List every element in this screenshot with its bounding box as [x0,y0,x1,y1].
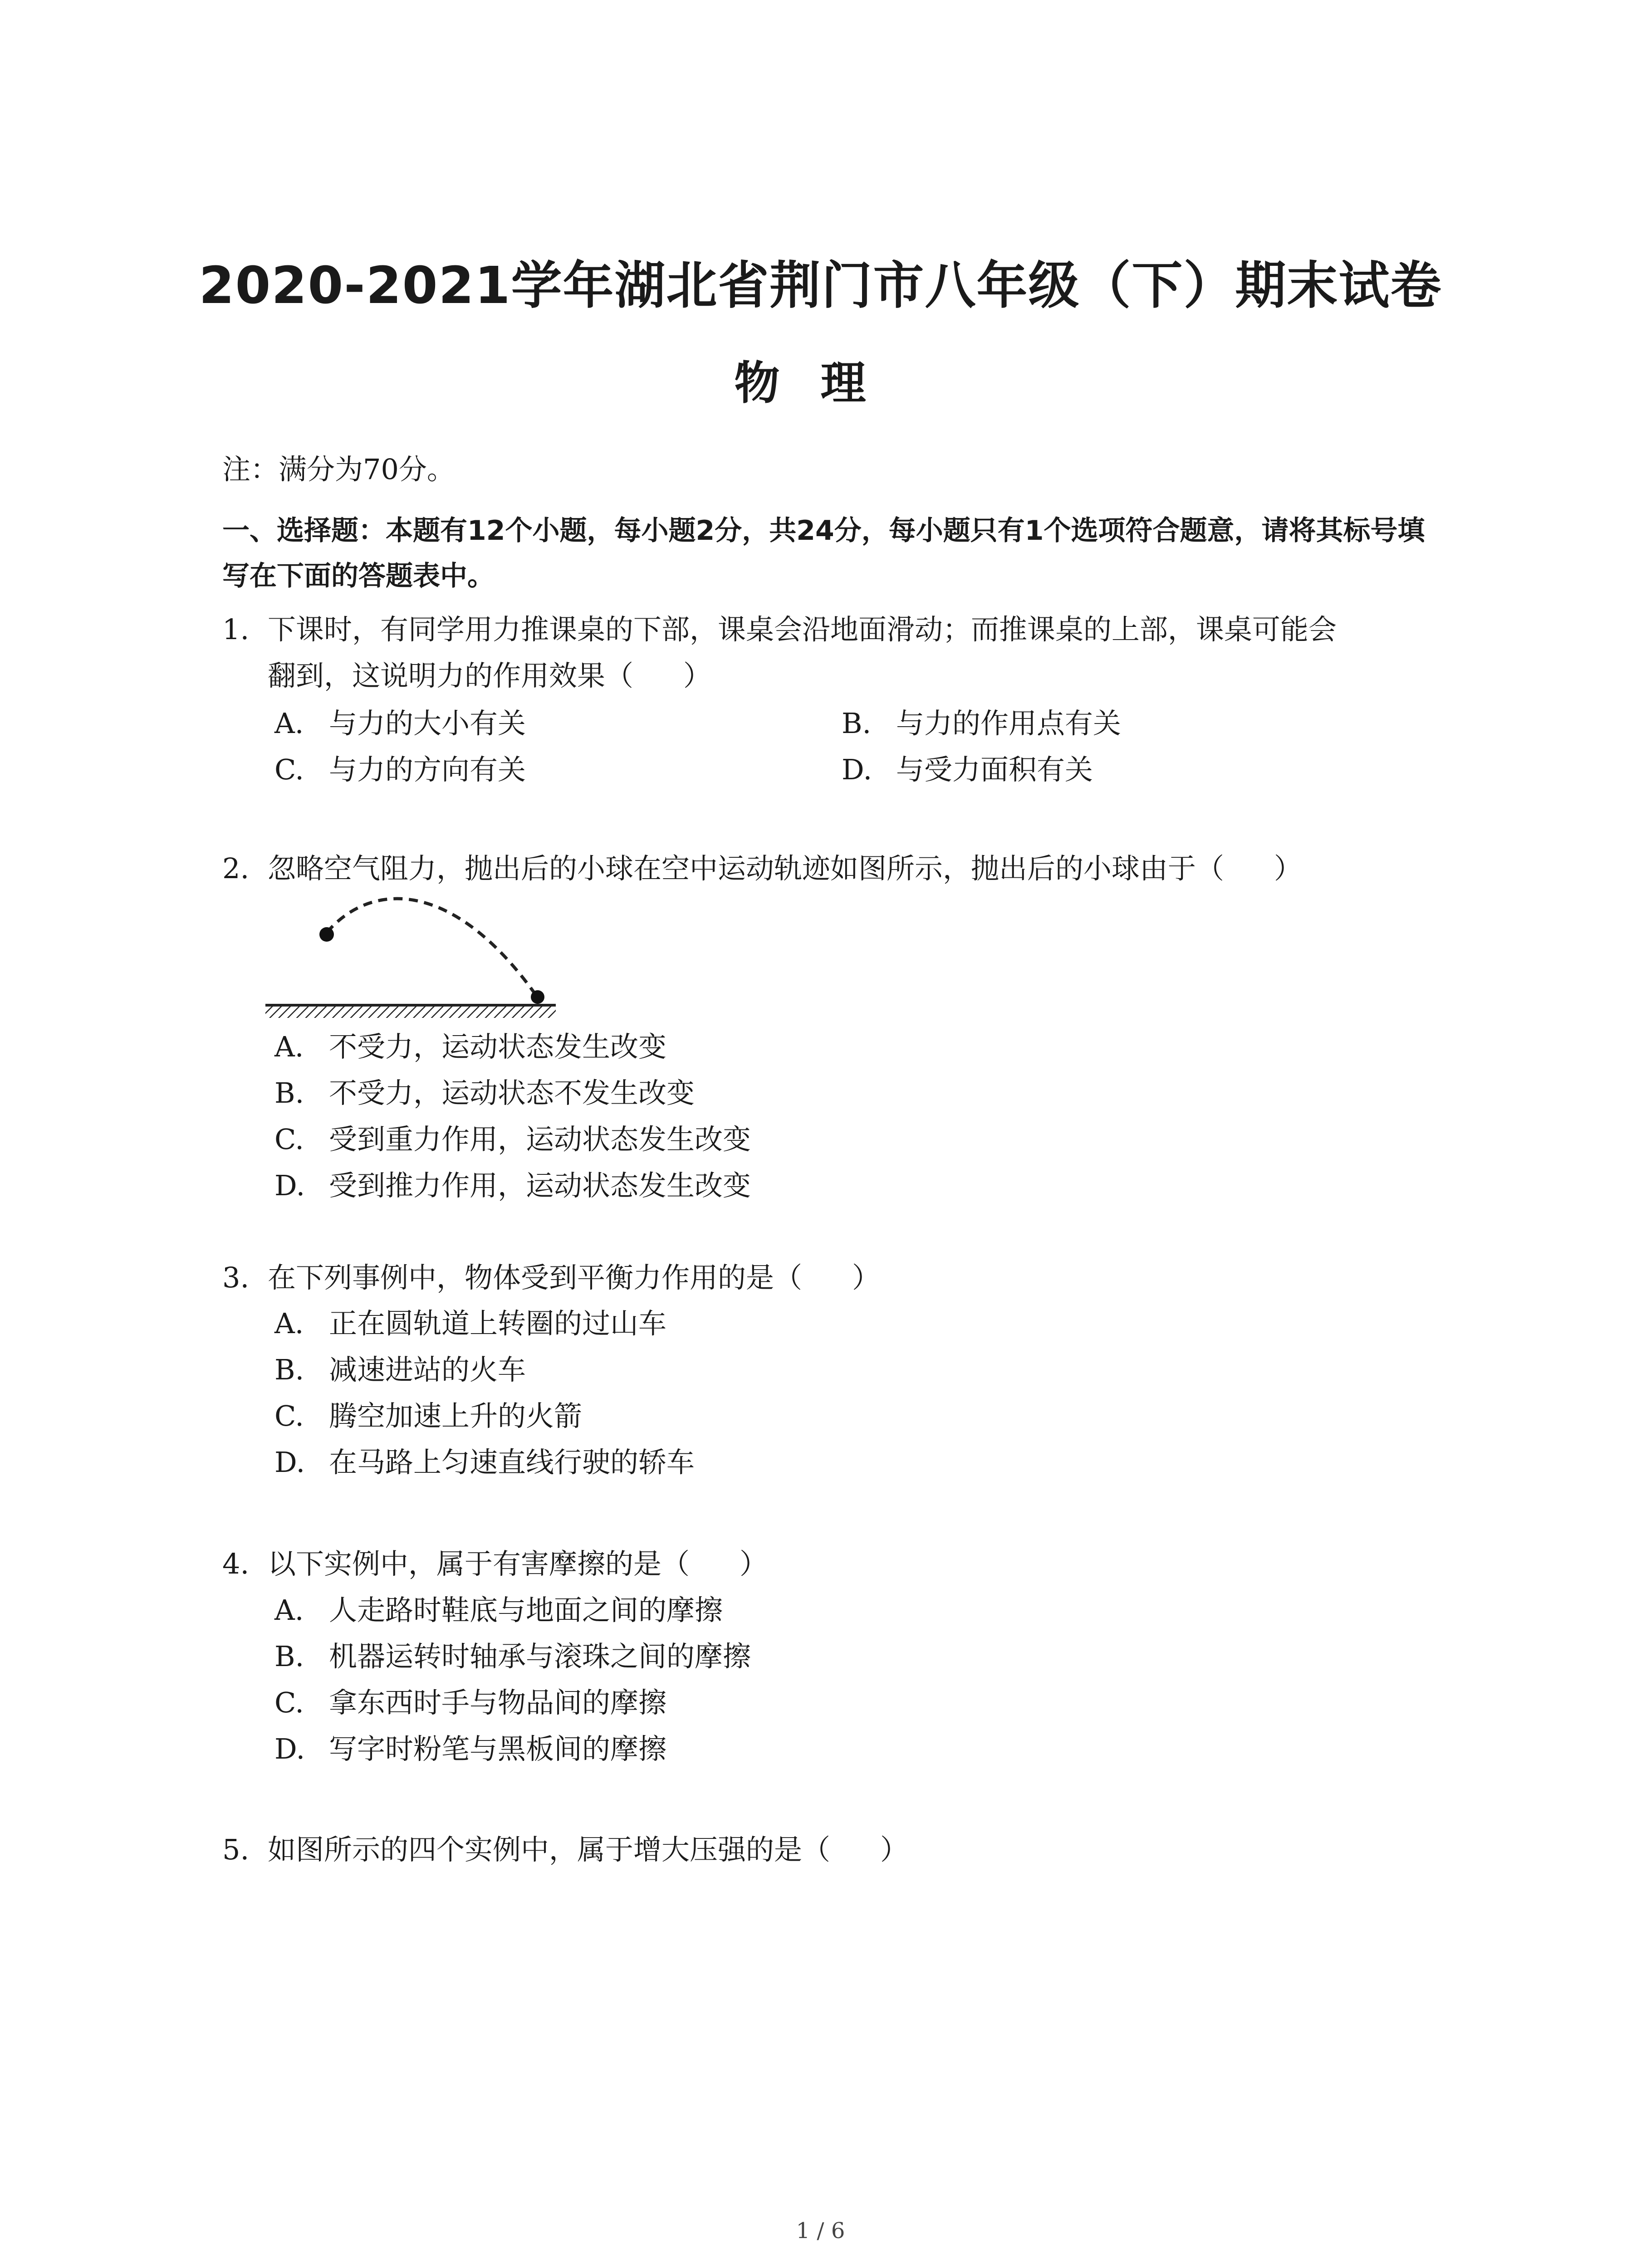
projectile-trajectory-figure [263,889,563,1025]
option-b: B. 机器运转时轴承与滚珠之间的摩擦 [274,1640,751,1673]
trajectory-curve [327,899,535,994]
question-number: 5. [222,1833,250,1866]
section-heading: 一、选择题：本题有12个小题，每小题2分，共24分，每小题只有1个选项符合题意，请将其标号填写在下面的答题表中。 [222,515,1425,592]
score-note: 注：满分为70分。 [222,453,455,486]
question-text-line2: 翻到，这说明力的作用效果（ ） [268,659,712,692]
option-b: B. 减速进站的火车 [274,1353,526,1386]
question-text: 在下列事例中，物体受到平衡力作用的是（ ） [268,1261,881,1294]
option-a: A. 正在圆轨道上转圈的过山车 [274,1307,667,1340]
option-d: D. 与受力面积有关 [842,753,1093,786]
question-number: 1. [222,613,250,646]
ground-hatch [265,1006,556,1018]
option-d: D. 在马路上匀速直线行驶的轿车 [274,1446,695,1479]
option-c: C. 受到重力作用，运动状态发生改变 [274,1123,751,1156]
ball-start [319,927,334,942]
option-a: A. 与力的大小有关 [274,707,526,740]
option-c: C. 腾空加速上升的火箭 [274,1399,583,1432]
question-number: 2. [222,852,250,885]
option-a: A. 人走路时鞋底与地面之间的摩擦 [274,1593,723,1627]
subject-title: 物理 [734,357,907,410]
question-text: 下课时，有同学用力推课桌的下部，课桌会沿地面滑动；而推课桌的上部，课桌可能会 [268,613,1337,646]
option-d: D. 受到推力作用，运动状态发生改变 [274,1169,751,1202]
page-number: 1 / 6 [796,2218,845,2244]
exam-title: 2020-2021学年湖北省荆门市八年级（下）期末试卷 [199,256,1442,315]
option-a: A. 不受力，运动状态发生改变 [274,1030,667,1063]
option-c: C. 与力的方向有关 [274,753,526,786]
question-number: 3. [222,1261,250,1294]
question-text: 以下实例中，属于有害摩擦的是（ ） [268,1547,768,1580]
question-text: 忽略空气阻力，抛出后的小球在空中运动轨迹如图所示，抛出后的小球由于（ ） [268,852,1303,885]
question-text: 如图所示的四个实例中，属于增大压强的是（ ） [268,1833,909,1866]
question-number: 4. [222,1547,250,1580]
ball-end [531,990,544,1004]
option-b: B. 与力的作用点有关 [842,707,1122,740]
option-d: D. 写字时粉笔与黑板间的摩擦 [274,1732,667,1765]
option-c: C. 拿东西时手与物品间的摩擦 [274,1686,667,1719]
option-b: B. 不受力，运动状态不发生改变 [274,1076,695,1110]
